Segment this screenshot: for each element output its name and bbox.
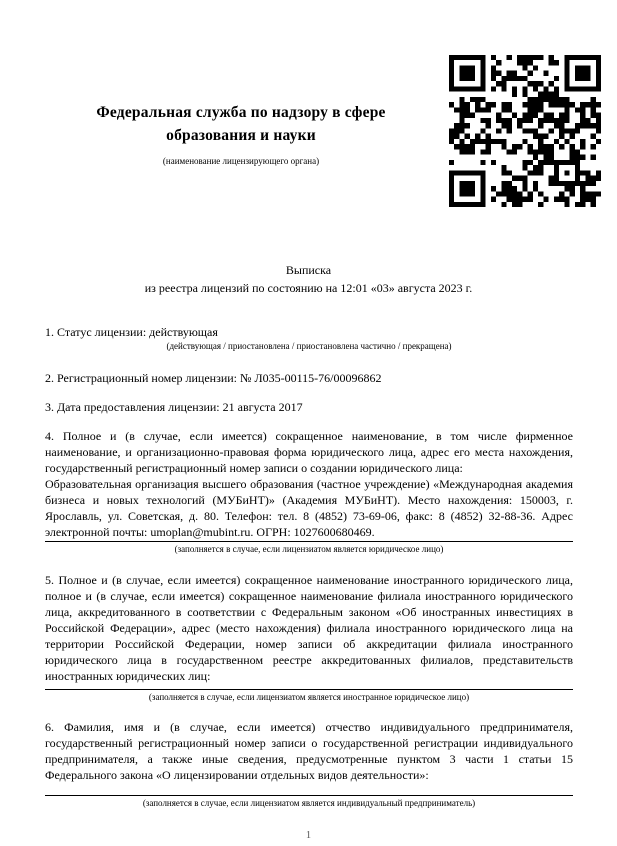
qr-code bbox=[449, 55, 601, 207]
licensing-authority-header bbox=[45, 101, 437, 166]
document-title bbox=[0, 261, 617, 297]
document-body bbox=[45, 324, 573, 809]
item-6-fill-line bbox=[45, 795, 573, 796]
item-3-grant-date: 3. Дата предоставления лицензии: 21 августа 2017 bbox=[45, 400, 303, 414]
item-4-fill-line bbox=[45, 541, 573, 542]
qr-code-image bbox=[449, 55, 601, 207]
authority-name bbox=[45, 101, 437, 147]
item-4-question: 4. Полное и (в случае, если имеется) сокращенное наименование, в том числе фирменное наименование, и организационно-правовая форма юридического лица, адрес его места нахождения, государственный регистрационный номер записи о создании юридического лица: bbox=[45, 429, 573, 475]
item-6-caption: (заполняется в случае, если лицензиатом является индивидуальный предприниматель) bbox=[142, 798, 476, 808]
document-title-line2: из реестра лицензий по состоянию на 12:01 «03» августа 2023 г. bbox=[144, 281, 473, 295]
authority-name-line1: Федеральная служба по надзору в сфере bbox=[96, 104, 386, 121]
item-1-status: 1. Статус лицензии: действующая bbox=[45, 325, 218, 339]
authority-caption: (наименование лицензирующего органа) bbox=[162, 156, 320, 166]
item-1-caption: (действующая / приостановлена / приостановлена частично / прекращена) bbox=[166, 341, 452, 351]
item-6-question: 6. Фамилия, имя и (в случае, если имеется) отчество индивидуального предпринимателя, государственный регистрационный номер записи о государственной регистрации индивидуального предпринимателя, а также иные сведения, предусмотренные пунктом 3 части 1 статьи 15 Федерального закона «О лицензировании отдельных видов деятельности»: bbox=[45, 720, 573, 782]
item-5-caption: (заполняется в случае, если лицензиатом является иностранное юридическое лицо) bbox=[148, 692, 470, 702]
item-4-caption: (заполняется в случае, если лицензиатом является юридическое лицо) bbox=[174, 544, 444, 554]
document-title-line1: Выписка bbox=[285, 263, 332, 277]
page-number: 1 bbox=[305, 830, 312, 841]
authority-name-line2: образования и науки bbox=[166, 127, 316, 144]
item-2-registration-number: 2. Регистрационный номер лицензии: № Л035-00115-76/00096862 bbox=[45, 371, 382, 385]
item-5-fill-line bbox=[45, 689, 573, 690]
item-5-question: 5. Полное и (в случае, если имеется) сокращенное наименование иностранного юридического лица, полное и (в случае, если имеется) сокращенное наименование филиала иностранного юридического лица, аккредитованного в соответствии с Федеральным законом «Об иностранных инвестициях в Российской Федерации», адрес (место нахождения) филиала иностранного юридического лица на территории Российской Федерации, номер записи об аккредитации филиала иностранного юридического лица в государственном реестре аккредитованных филиалов, представительств иностранных юридических лиц: bbox=[45, 573, 573, 683]
item-4-answer: Образовательная организация высшего образования (частное учреждение) «Международная академия бизнеса и новых технологий (МУБиНТ)» (Академия МУБиНТ). Место нахождения: 150003, г. Ярославль, ул. Советская, д. 80. Телефон: тел. 8 (4852) 73-69-06, факс: 8 (4852) 32-88-36. Адрес электронной почты: umoplan@mubint.ru. ОГРН: 1027600680469. bbox=[45, 477, 573, 539]
